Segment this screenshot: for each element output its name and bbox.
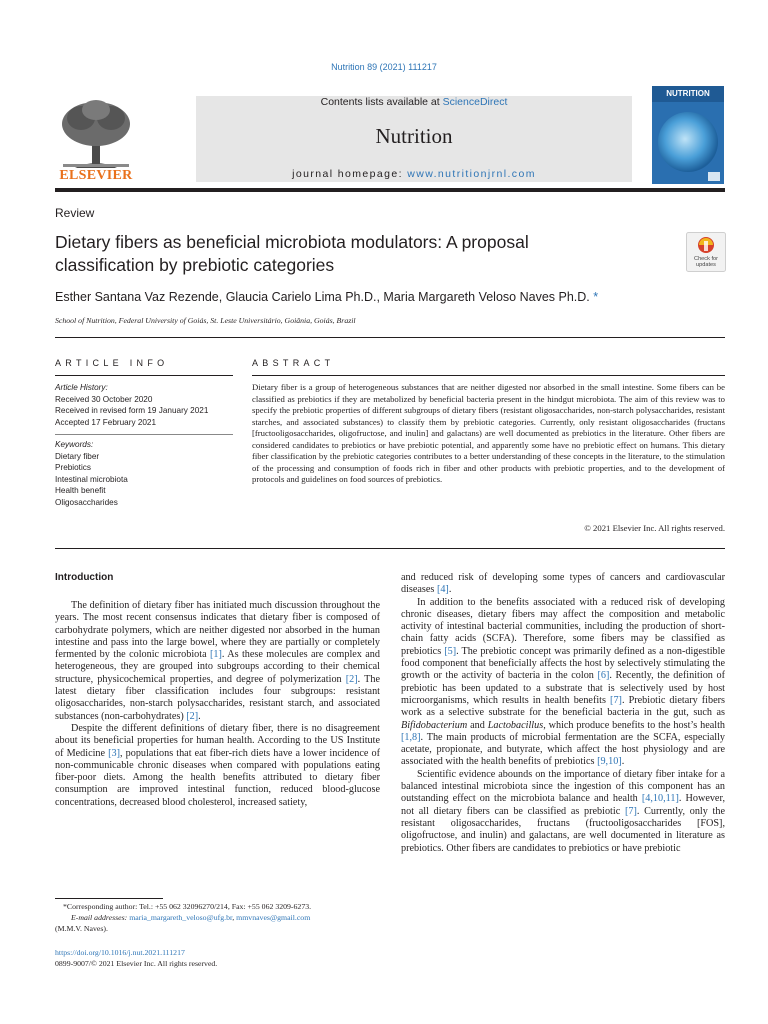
paragraph: Scientific evidence abounds on the importance of dietary fiber intake for a balanced intestinal microbiota since the ingestion of this component has an outstanding effect on the microbiota balance and health [4,10,11]. However, not all dietary fibers can be classified as prebiotic [7]. Currently, only the resistant oligosaccharides, fructans (fructooligosaccharides [FOS], oligofructose, and inulin) and galactans, are well documented in literature as prebiotics. Other fibers are candidates to prebiotics or have prebiotic bbox=[401, 768, 725, 854]
history-label: Article History: bbox=[55, 383, 108, 392]
keyword: Health benefit bbox=[55, 486, 106, 495]
abstract-copyright: © 2021 Elsevier Inc. All rights reserved. bbox=[584, 523, 725, 533]
author-list: Esther Santana Vaz Rezende, Glaucia Carielo Lima Ph.D., Maria Margareth Veloso Naves Ph.D. * bbox=[55, 290, 599, 304]
keywords-label: Keywords: bbox=[55, 440, 94, 449]
citation-link[interactable]: [4,10,11] bbox=[641, 793, 679, 805]
header-rule bbox=[55, 188, 725, 192]
citation-link[interactable]: [2] bbox=[186, 710, 199, 722]
keywords-rule bbox=[55, 434, 233, 435]
paragraph: and reduced risk of developing some types of cancers and cardiovascular diseases [4]. bbox=[401, 572, 725, 596]
keyword: Prebiotics bbox=[55, 463, 91, 472]
footnote bbox=[55, 901, 380, 934]
history-received: Received 30 October 2020 bbox=[55, 394, 153, 404]
paragraph: The definition of dietary fiber has initiated much discussion throughout the years. The most recent consensus indicates that dietary fiber is composed of carbohydrate polymers, which are neither digested nor absorbed in the human intestine and pass into the large bowel, where they are partially or completely fermented by the colonic microbiota [1]. As these molecules are complex and heterogeneous, they are grouped into subgroups according to their chemical structure, physicochemical properties, and degree of polymerization [2]. The latest dietary fiber classification includes four subgroups: resistant oligosaccharides, non-starch polysaccharides, resistant starch, and associated substances (non-carbohydrates) [2]. bbox=[55, 600, 380, 722]
history-revised: Received in revised form 19 January 2021 bbox=[55, 406, 209, 415]
homepage-link[interactable]: www.nutritionjrnl.com bbox=[407, 168, 536, 180]
cover-image-icon bbox=[652, 86, 724, 184]
info-rule bbox=[55, 375, 233, 376]
article-title bbox=[55, 231, 615, 277]
citation-link[interactable]: [7] bbox=[610, 694, 622, 706]
keyword: Oligosaccharides bbox=[55, 497, 118, 507]
check-updates-label: Check for updates bbox=[694, 256, 718, 268]
title-line-2: classification by prebiotic categories bbox=[55, 255, 335, 275]
article-info-heading: ARTICLE INFO bbox=[55, 358, 169, 368]
journal-citation[interactable]: Nutrition 89 (2021) 111217 bbox=[331, 62, 437, 72]
email-link[interactable]: mmvnaves@gmail.com bbox=[236, 913, 311, 922]
elsevier-wordmark: ELSEVIER bbox=[59, 168, 133, 183]
title-line-1: Dietary fibers as beneficial microbiota modulators: A proposal bbox=[55, 232, 529, 252]
corresponding-author-note: *Corresponding author: Tel.: +55 062 32096270/214, Fax: +55 062 3209-6273. bbox=[63, 902, 312, 911]
keyword: Intestinal microbiota bbox=[55, 474, 128, 484]
cover-title: NUTRITION bbox=[666, 89, 710, 98]
email-owner: (M.M.V. Naves). bbox=[55, 924, 108, 933]
article-type: Review bbox=[55, 206, 95, 220]
citation-link[interactable]: [4] bbox=[436, 584, 449, 596]
history-accepted: Accepted 17 February 2021 bbox=[55, 417, 157, 427]
sciencedirect-link[interactable]: ScienceDirect bbox=[442, 96, 508, 108]
corresponding-author-mark[interactable]: * bbox=[593, 290, 599, 304]
abstract-heading: ABSTRACT bbox=[252, 358, 335, 368]
keywords bbox=[55, 439, 128, 508]
affiliation: School of Nutrition, Federal University of Goiás, St. Leste Universitário, Goiânia, Goiás, Brazil bbox=[55, 316, 356, 325]
elsevier-logo[interactable] bbox=[55, 96, 137, 186]
paragraph: Despite the different definitions of dietary fiber, there is no disagreement about its beneficial properties for human health. According to the US Institute of Medicine [3], populations that eat fiber-rich diets have a lower incidence of non-communicable chronic diseases when compared with populations eating fiber-poor diets. Among the health benefits attributed to dietary fiber consumption are improved intestinal function, reduced blood-glucose concentrations, decreased blood cholesterol, increased satiety, bbox=[55, 722, 380, 808]
citation-link[interactable]: [5] bbox=[444, 645, 457, 657]
check-for-updates-button[interactable] bbox=[686, 232, 726, 272]
journal-name: Nutrition bbox=[375, 124, 453, 148]
email-addresses: E-mail addresses: maria_margareth_veloso@ufg.br, mmvnaves@gmail.com bbox=[71, 913, 311, 922]
journal-homepage: journal homepage: www.nutritionjrnl.com bbox=[292, 168, 536, 180]
citation-link[interactable]: [3] bbox=[108, 747, 121, 759]
doi-link[interactable]: https://doi.org/10.1016/j.nut.2021.111217 bbox=[55, 948, 185, 957]
citation-link[interactable]: [1] bbox=[210, 649, 222, 661]
issn-copyright: 0899-9007/© 2021 Elsevier Inc. All rights reserved. bbox=[55, 959, 218, 968]
email-link[interactable]: maria_margareth_veloso@ufg.br bbox=[129, 913, 233, 922]
body-column-left bbox=[55, 600, 380, 809]
citation-link[interactable]: [6] bbox=[597, 670, 610, 682]
journal-cover[interactable] bbox=[652, 86, 724, 184]
citation-link[interactable]: [2] bbox=[345, 673, 358, 685]
article-history bbox=[55, 382, 208, 428]
contents-line: Contents lists available at ScienceDirect bbox=[320, 96, 508, 108]
footnote-rule bbox=[55, 898, 163, 899]
citation-link[interactable]: [9,10] bbox=[597, 756, 622, 768]
abstract-bottom-rule bbox=[55, 548, 725, 549]
introduction-heading: Introduction bbox=[55, 572, 114, 583]
paragraph: In addition to the benefits associated with a reduced risk of developing chronic diseases, dietary fibers may affect the composition and metabolic activity of intestinal bacterial communities, including the production of short-chain fatty acids (SCFA). Therefore, some fibers may be classified as prebiotics [5]. The prebiotic concept was primarily defined as a non-digestible food component that beneficially affects the host by selectively stimulating the growth or the activity of bacteria in the colon [6]. Recently, the definition of prebiotic has been updated to a substrate that is selectively used by host microorganisms, which results in health benefits [7]. Prebiotic dietary fibers work as a selective substrate for the beneficial bacteria in the gut, such as Bifidobacterium and Lactobacillus, which produce benefits to the host’s health [1,8]. The main products of microbial fermentation are the SCFA, especially acetate, propionate, and butyrate, which affect the host physiology and are associated with the health benefits of prebiotics [9,10]. bbox=[401, 596, 725, 768]
citation-link[interactable]: [7] bbox=[624, 805, 637, 817]
keyword: Dietary fiber bbox=[55, 451, 100, 461]
abstract-rule bbox=[252, 375, 725, 376]
body-column-right bbox=[401, 572, 725, 855]
info-top-rule bbox=[55, 337, 725, 338]
abstract-text: Dietary fiber is a group of heterogeneous substances that are neither digested nor absorbed in the small intestine. Some fibers can be classified as prebiotics if they are metabolized by beneficial bacteria present in the hindgut microbiota. The aim of this review was to specify the prebiotic properties of different subgroups of dietary fibers (resistant oligosaccharides, non-starch polysaccharides, resistant starches, and associated substances) to classify them by prebiotic categories. Currently, only resistant oligosaccharides (fructans [fructooligosaccharides, oligofructose, and inulin] and galactans) are well documented as prebiotics in the literature. Other fibers are considered candidates to prebiotics or have prebiotic potential, and apparently some have no prebiotic effect on humans. This dietary fiber classification by the prebiotic categories contributes to a better understanding of these concepts in the literature, to the stimulation of the processing and consumption of foods rich in fiber and other products with prebiotic properties, and to the development of protocols and guidelines on food sources of prebiotics. bbox=[252, 382, 725, 484]
citation-link[interactable]: [1,8] bbox=[401, 731, 421, 743]
